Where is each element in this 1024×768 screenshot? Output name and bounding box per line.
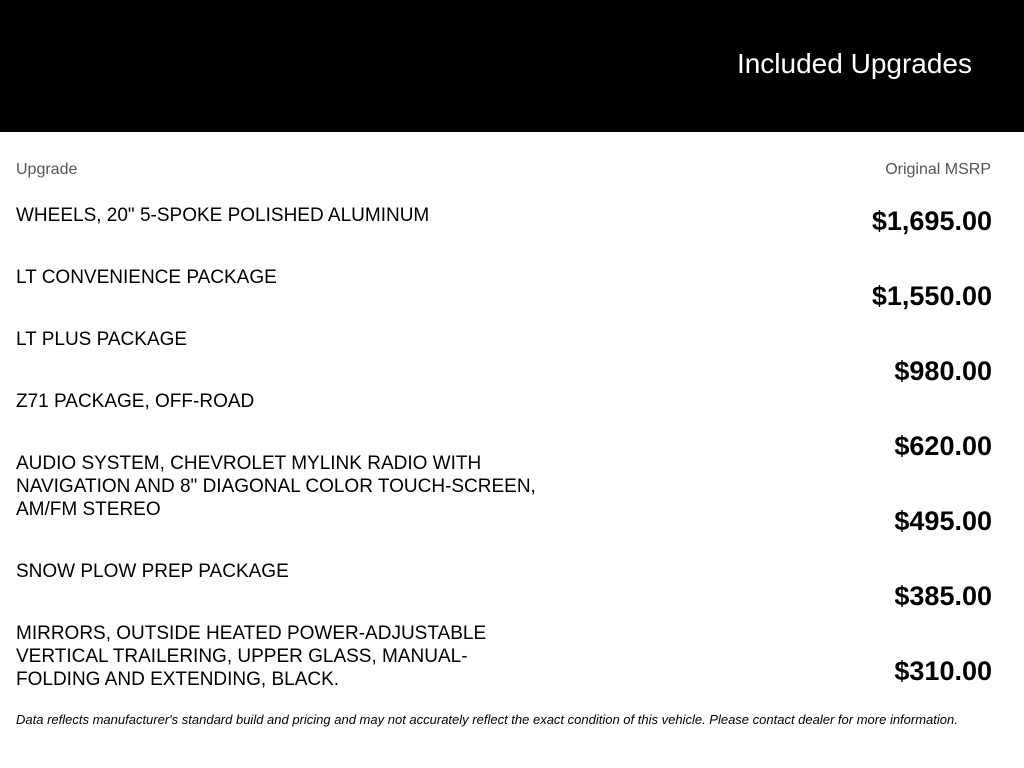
upgrade-name: WHEELS, 20" 5-SPOKE POLISHED ALUMINUM (16, 205, 430, 226)
upgrade-name: SNOW PLOW PREP PACKAGE (16, 561, 289, 582)
msrp-price: $1,695.00 (871, 206, 992, 236)
msrp-price: $310.00 (894, 656, 992, 686)
page-title: Included Upgrades (736, 48, 972, 79)
upgrade-name: LT PLUS PACKAGE (16, 329, 188, 350)
upgrade-name: Z71 PACKAGE, OFF-ROAD (16, 391, 255, 412)
upgrade-name: MIRRORS, OUTSIDE HEATED POWER-ADJUSTABLE VERTICAL TRAILERING, UPPER GLASS, MANUAL-FOLDING AND EXTENDING, BLACK. (16, 623, 487, 690)
column-header-msrp: Original MSRP (885, 161, 991, 178)
msrp-price: $495.00 (894, 506, 992, 536)
msrp-price: $385.00 (894, 581, 992, 611)
column-header-upgrade: Upgrade (16, 161, 78, 178)
header-bar (0, 0, 1024, 132)
disclaimer-text: Data reflects manufacturer's standard build and pricing and may not accurately reflect the exact condition of this vehicle. Please contact dealer for more information. (16, 712, 958, 727)
upgrade-name: AUDIO SYSTEM, CHEVROLET MYLINK RADIO WITH NAVIGATION AND 8" DIAGONAL COLOR TOUCH-SCREEN, AM/FM STEREO (16, 453, 536, 520)
msrp-price: $620.00 (894, 431, 992, 461)
upgrade-name: LT CONVENIENCE PACKAGE (16, 267, 277, 288)
msrp-price: $980.00 (894, 356, 992, 386)
msrp-price: $1,550.00 (871, 281, 992, 311)
